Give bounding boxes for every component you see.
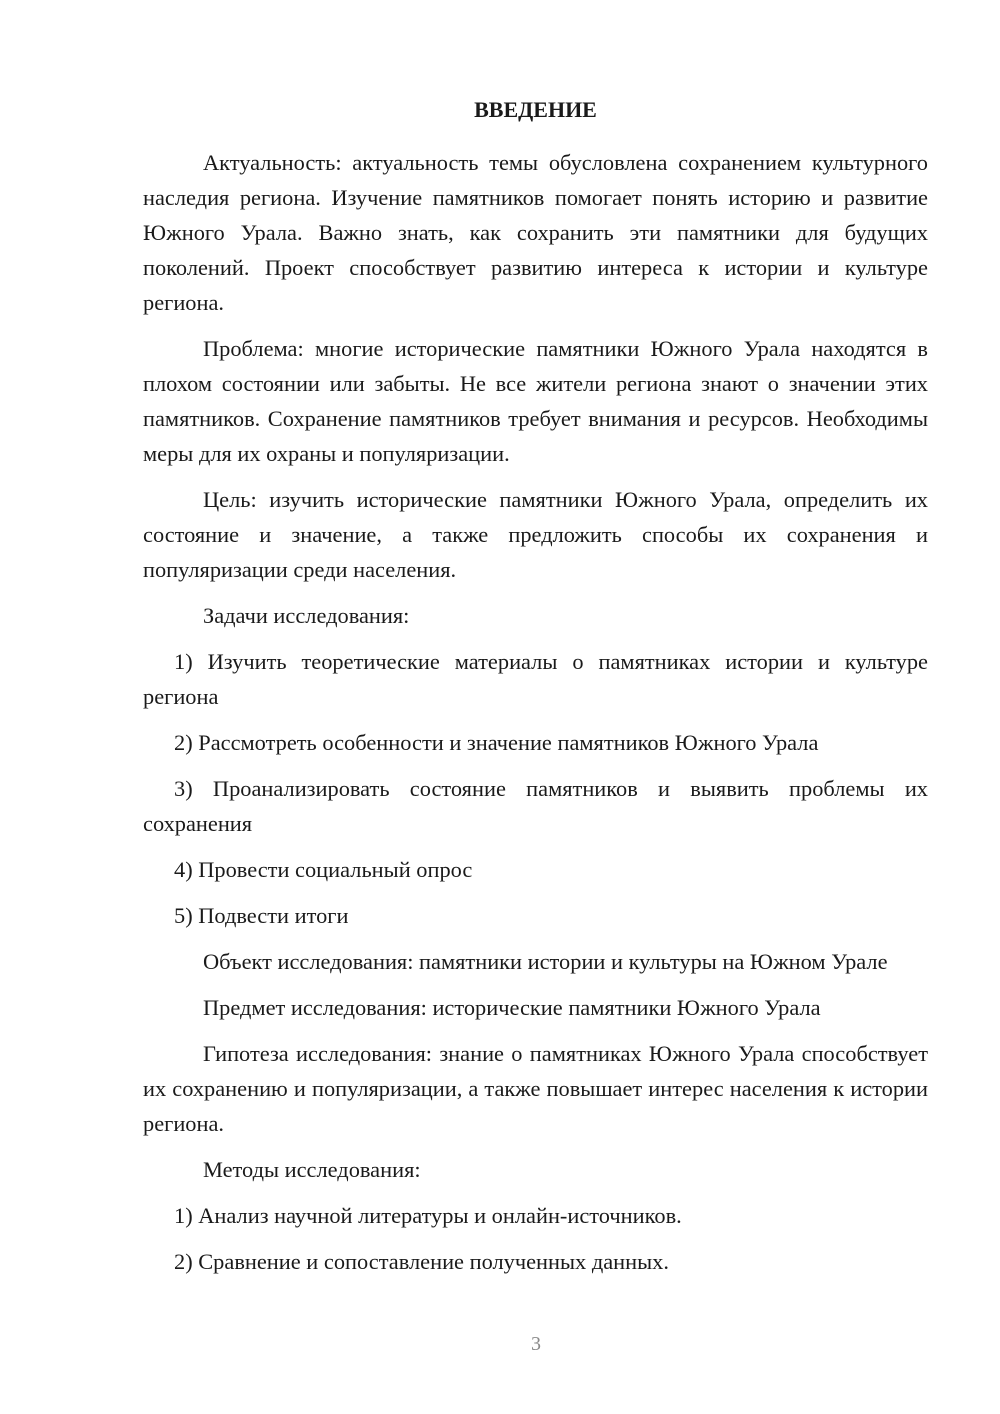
tasks-title: Задачи исследования: <box>203 603 410 628</box>
task-item: 1) Изучить теоретические материалы о памятниках истории и культуре региона <box>143 649 928 709</box>
page-number: 3 <box>531 1333 541 1355</box>
task-item: 2) Рассмотреть особенности и значение памятников Южного Урала <box>174 730 819 755</box>
method-item: 2) Сравнение и сопоставление полученных данных. <box>174 1249 669 1274</box>
object-paragraph: Объект исследования: памятники истории и культуры на Южном Урале <box>203 949 888 974</box>
relevance-paragraph: Актуальность: актуальность темы обусловлена сохранением культурного наследия региона. Изучение памятников помогает понять историю и развитие Южного Урала. Важно знать, как сохранить эти памятники для будущих поколений. Проект способствует развитию интереса к истории и культуре региона. <box>143 150 928 315</box>
problem-paragraph: Проблема: многие исторические памятники Южного Урала находятся в плохом состоянии или забыты. Не все жители региона знают о значении этих памятников. Сохранение памятников требует внимания и ресурсов. Необходимы меры для их охраны и популяризации. <box>143 336 928 466</box>
hypothesis-paragraph: Гипотеза исследования: знание о памятниках Южного Урала способствует их сохранению и популяризации, а также повышает интерес населения к истории региона. <box>143 1041 928 1136</box>
task-item: 3) Проанализировать состояние памятников и выявить проблемы их сохранения <box>143 776 928 836</box>
page-title: ВВЕДЕНИЕ <box>474 97 597 122</box>
task-item: 4) Провести социальный опрос <box>174 857 473 882</box>
document-page <box>143 92 928 1290</box>
task-item: 5) Подвести итоги <box>174 903 349 928</box>
subject-paragraph: Предмет исследования: исторические памятники Южного Урала <box>203 995 821 1020</box>
methods-title: Методы исследования: <box>203 1157 421 1182</box>
method-item: 1) Анализ научной литературы и онлайн-источников. <box>174 1203 682 1228</box>
goal-paragraph: Цель: изучить исторические памятники Южного Урала, определить их состояние и значение, а также предложить способы их сохранения и популяризации среди населения. <box>143 487 928 582</box>
